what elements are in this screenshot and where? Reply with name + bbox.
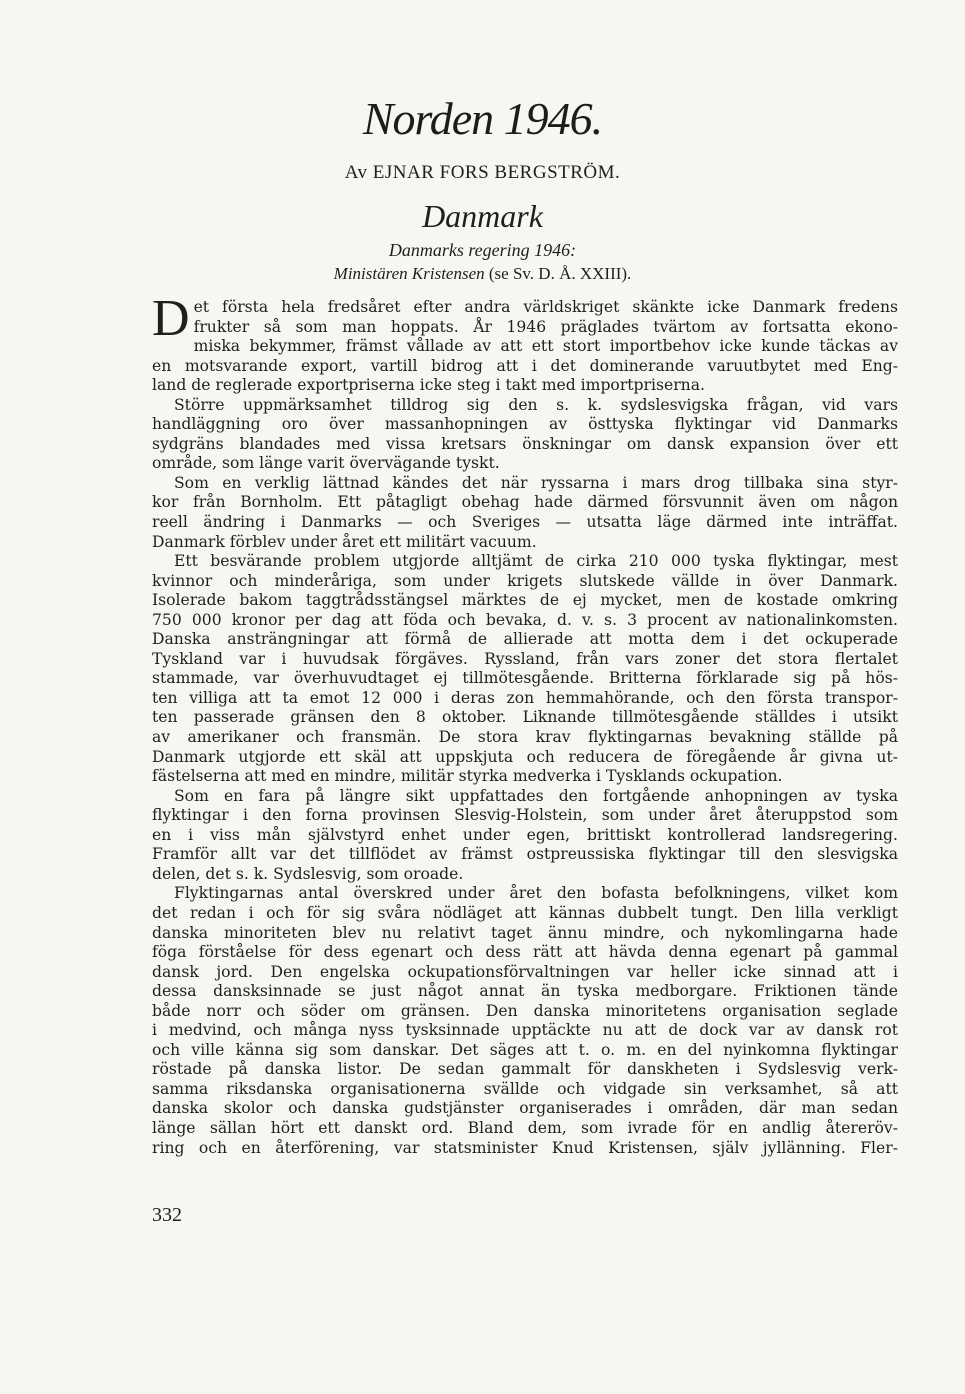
section-heading: Danmark [422, 198, 543, 234]
article-body [152, 290, 898, 1158]
body-line: Tyskland var i huvudsak förgäves. Ryssland, från vars zoner det stora flertalet [152, 649, 898, 668]
body-line: av amerikaner och fransmän. De stora krav flyktingarnas bevakning ställde på [152, 728, 898, 747]
body-line: och ville känna sig som danskar. Det säges att t. o. m. en del nyinkomna flyktingar [152, 1040, 898, 1059]
body-line: Större uppmärksamhet tilldrog sig den s. k. sydslesvigska frågan, vid vars [174, 395, 898, 414]
body-line: Danska ansträngningar att förmå de allierade att motta dem i det ockuperade [152, 630, 898, 649]
body-line: ring och en återförening, var statsminister Knud Kristensen, själv jyllänning. Fler- [152, 1138, 898, 1157]
body-line: det redan i och för sig svåra nödläget att kännas dubbelt tungt. Den lilla verkligt [152, 903, 898, 922]
body-lines [152, 337, 898, 1158]
body-line: Som en verklig lättnad kändes det när ryssarna i mars drog tillbaka sina styr- [174, 473, 898, 492]
body-line: et första hela fredsåret efter andra världskriget skänkte icke Danmark fredens [193, 298, 898, 316]
drop-cap: D [152, 290, 190, 347]
body-line: danska skolor och danska gudstjänster organiserades i områden, där man sedan [152, 1099, 898, 1118]
body-line: en motsvarande export, vartill bidrog att i det dominerande varuutbytet med Eng- [152, 356, 898, 375]
body-line: i medvind, och många nyss tysksinnade upptäckte nu att de dock var av dansk rot [152, 1021, 898, 1040]
page-number: 332 [152, 1204, 182, 1226]
article-title: Norden 1946. [362, 93, 603, 144]
government-name: Ministären Kristensen [333, 264, 485, 283]
body-line: reell ändring i Danmarks — och Sveriges — utsatta läge därmed inte inträffat. [152, 513, 898, 532]
body-line: flyktingar i den forna provinsen Slesvig-Holstein, som under året återuppstod som [152, 806, 898, 825]
body-line: Framför allt var det tillflödet av främst ostpreussiska flyktingar till den slesvigska [152, 845, 898, 864]
body-line: frukter så som man hoppats. År 1946 präglades tvärtom av fortsatta ekono- [193, 317, 898, 336]
article-author: Av EJNAR FORS BERGSTRÖM. [344, 162, 621, 183]
body-line: stammade, var överhuvudtaget ej tillmötesgående. Britterna förklarade sig på hös- [152, 669, 898, 688]
body-line: danska minoriteten blev nu relativt taget ännu mindre, och nykomlingarna hade [152, 923, 898, 942]
body-line: Isolerade bakom taggtrådsstängsel märktes de ej mycket, men de kostade omkring [152, 591, 898, 610]
body-line: samma riksdanska organisationerna svällde och vidgade sin verksamhet, så att [152, 1079, 898, 1098]
government-subheading [0, 264, 965, 284]
body-line: miska bekymmer, främst vållade av att ett stort importbehov icke kunde täckas av [193, 337, 898, 356]
body-line: en i viss mån självstyrd enhet under egen, brittiskt kontrollerad landsregering. [152, 825, 898, 844]
body-line: fästelserna att med en mindre, militär styrka medverka i Tysklands ockupation. [152, 767, 783, 786]
body-line: sydgräns blandades med vissa kretsars önskningar om dansk expansion över ett [152, 434, 898, 453]
body-line: kor från Bornholm. Ett påtagligt obehag hade därmed försvunnit även om någon [152, 493, 898, 512]
body-line: kvinnor och minderåriga, som under krigets slutskede vällde in över Danmark. [152, 571, 898, 590]
body-line: Som en fara på längre sikt uppfattades den fortgående anhopningen av tyska [174, 786, 898, 805]
body-line: Flyktingarnas antal överskred under året den bofasta befolkningens, vilket kom [174, 884, 898, 903]
body-line: 750 000 kronor per dag att föda och bevaka, d. v. s. 3 procent av nationalinkomsten. [152, 610, 898, 629]
body-line: Danmark förblev under året ett militärt vacuum. [152, 532, 537, 551]
body-line: Ett besvärande problem utgjorde alltjämt de cirka 210 000 tyska flyktingar, mest [174, 552, 898, 571]
body-line: dansk jord. Den engelska ockupationsförvaltningen var heller icke sinnad att i [152, 962, 898, 981]
body-line: Danmark utgjorde ett skäl att uppskjuta och reducera de föregående år givna ut- [152, 747, 898, 766]
body-line: ten villiga att ta emot 12 000 i deras zon hemmahörande, och den första transpor- [152, 688, 898, 707]
government-heading: Danmarks regering 1946: [388, 240, 577, 260]
body-line: röstade på danska listor. De sedan gammalt för danskheten i Sydslesvig verk- [152, 1060, 898, 1079]
body-line: handläggning oro över massanhopningen av östtyska flyktingar vid Danmarks [152, 415, 898, 434]
body-line: föga förståelse för dess egenart och dess rätt att hävda denna egenart på gammal [152, 943, 898, 962]
body-line: område, som länge varit övervägande tyskt. [152, 454, 500, 473]
body-line: dessa dansksinnade se just något annat än tyska medborgare. Friktionen tände [152, 982, 898, 1001]
body-line: land de reglerade exportpriserna icke steg i takt med importpriserna. [152, 376, 705, 395]
body-line: delen, det s. k. Sydslesvig, som oroade. [152, 864, 464, 883]
body-line: både norr och söder om gränsen. Den danska minoritetens organisation seglade [152, 1001, 898, 1020]
body-line: länge sällan hört ett danskt ord. Bland dem, som ivrade för en andlig återeröv- [152, 1118, 898, 1137]
body-line: ten passerade gränsen den 8 oktober. Liknande tillmötesgående ställdes i utsikt [152, 708, 898, 727]
government-reference: (se Sv. D. Å. XXIII). [484, 264, 632, 283]
